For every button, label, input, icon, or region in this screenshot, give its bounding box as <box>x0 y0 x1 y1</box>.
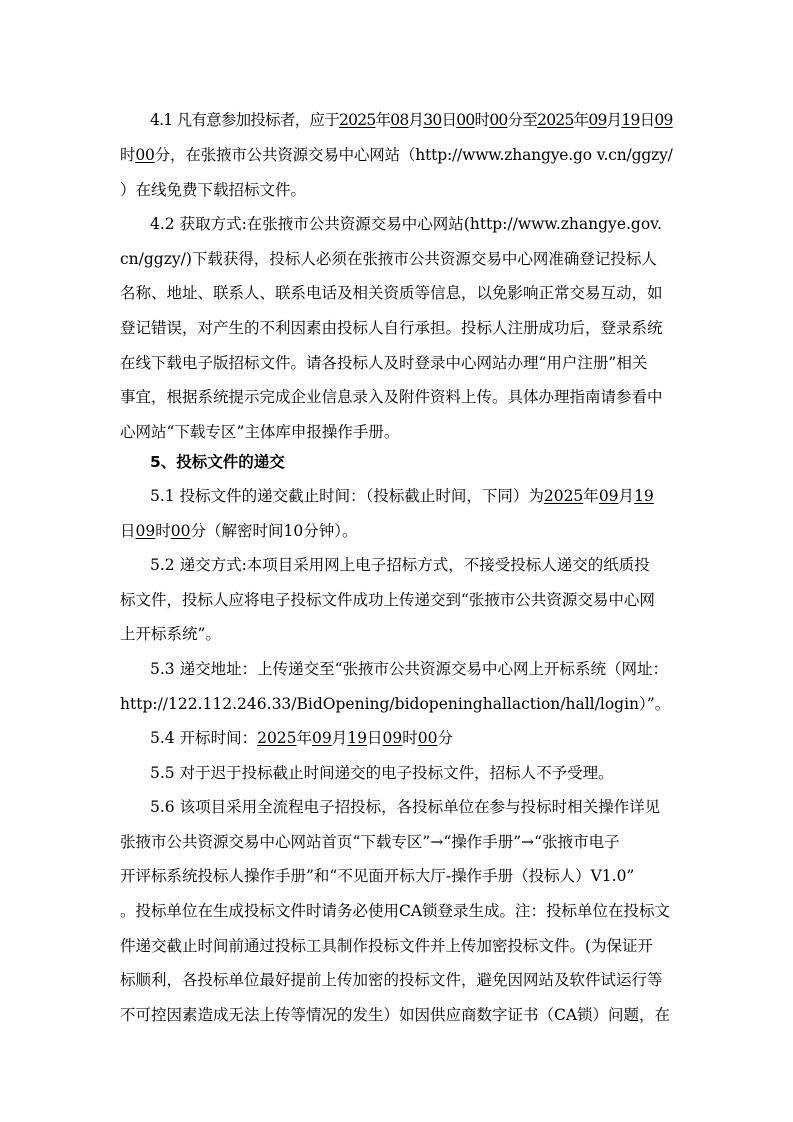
text-line: 不可控因素造成无法上传等情况的发生）如因供应商数字证书（CA锁）问题，在 <box>120 1006 671 1024</box>
text-line: 名称、地址、联系人、联系电话及相关资质等信息，以免影响正常交易互动，如 <box>120 284 663 302</box>
text-line: 时00分，在张掖市公共资源交易中心网站（http://www.zhangye.go v.cn/ggzy/ <box>120 146 673 164</box>
underlined-value: 2025 <box>339 111 376 129</box>
text-line: 张掖市公共资源交易中心网站首页“下载专区”→“操作手册”→“张掖市电子 <box>120 833 620 851</box>
text-line: 5.3 递交地址：上传递交至“张掖市公共资源交易中心网上开标系统（网址： <box>150 660 669 678</box>
underlined-value: 09 <box>588 111 607 129</box>
text-line: 5.2 递交方式:本项目采用网上电子招标方式，不接受投标人递交的纸质投 <box>150 556 650 574</box>
text-line: 登记错误，对产生的不利因素由投标人自行承担。投标人注册成功后，登录系统 <box>120 319 663 337</box>
text-line: 5.5 对于迟于投标截止时间递交的电子投标文件，招标人不予受理。 <box>150 764 614 782</box>
text-line: http://122.112.246.33/BidOpening/bidopeninghallaction/hall/login）”。 <box>120 695 671 713</box>
underlined-value: 08 <box>390 111 409 129</box>
text-line: cn/ggzy/)下载获得，投标人必须在张掖市公共资源交易中心网准确登记投标人 <box>120 250 657 268</box>
underlined-value: 19 <box>347 729 368 747</box>
underlined-value: 09 <box>654 111 673 129</box>
underlined-value: 2025 <box>537 111 574 129</box>
underlined-value: 09 <box>312 729 332 747</box>
text-line: 标文件，投标人应将电子投标文件成功上传递交到“张掖市公共资源交易中心网 <box>120 591 655 609</box>
text-line: 标顺利，各投标单位最好提前上传加密的投标文件，避免因网站及软件试运行等 <box>120 971 663 989</box>
underlined-value: 19 <box>634 487 654 505</box>
underlined-value: 09 <box>382 729 403 747</box>
text-line: 在线下载电子版招标文件。请各投标人及时登录中心网站办理“用户注册”相关 <box>120 354 648 372</box>
underlined-value: 00 <box>456 111 475 129</box>
text-line: 日09时00分（解密时间10分钟）。 <box>120 522 358 540</box>
text-line: 心网站“下载专区”主体库申报操作手册。 <box>120 423 400 441</box>
text-line: 5.6 该项目采用全流程电子招投标，各投标单位在参与投标时相关操作详见 <box>150 798 661 816</box>
underlined-value: 09 <box>598 487 619 505</box>
text-line: 开评标系统投标人操作手册”和“不见面开标大厅-操作手册（投标人）V1.0” <box>120 867 635 885</box>
underlined-value: 00 <box>417 729 438 747</box>
text-line: ）在线免费下载招标文件。 <box>120 181 307 199</box>
underlined-value: 00 <box>170 522 191 540</box>
text-line: 5.1 投标文件的递交截止时间：（投标截止时间，下同）为2025年09月19 <box>150 487 654 505</box>
text-line: 5.4 开标时间：2025年09月19日09时00分 <box>150 729 454 747</box>
underlined-value: 2025 <box>543 487 584 505</box>
underlined-value: 00 <box>489 111 508 129</box>
text-line: 4.2 获取方式:在张掖市公共资源交易中心网站(http://www.zhangye.gov. <box>150 215 663 233</box>
text-line: 事宜，根据系统提示完成企业信息录入及附件资料上传。具体办理指南请参看中 <box>120 388 663 406</box>
text-line: 。投标单位在生成投标文件时请务必使用CA锁登录生成。注：投标单位在投标文 <box>120 902 671 920</box>
underlined-value: 2025 <box>257 729 297 747</box>
text-line: 4.1 凡有意参加投标者，应于2025年08月30日00时00分至2025年09月19日09 <box>150 111 673 129</box>
text-line: 件递交截止时间前通过投标工具制作投标文件并上传加密投标文件。(为保证开 <box>120 937 654 955</box>
underlined-value: 30 <box>423 111 442 129</box>
underlined-value: 09 <box>135 522 156 540</box>
text-line: 上开标系统”。 <box>120 625 221 643</box>
underlined-value: 00 <box>135 146 155 164</box>
underlined-value: 19 <box>621 111 640 129</box>
section-heading: 5、投标文件的递交 <box>150 453 285 471</box>
